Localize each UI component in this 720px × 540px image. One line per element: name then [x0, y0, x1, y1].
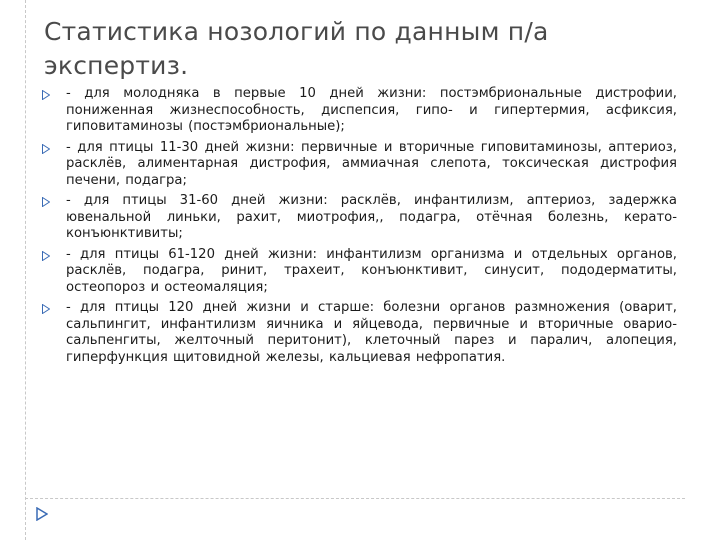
bullet-text: - для птицы 120 дней жизни и старше: болезни органов размножения (оварит, сальпингит, инфантилизм яичника и яйцевода, первичные и вторичные оварио-сальпенгиты, желточный перитонит), клеточный парез и паралич, алопеция, гиперфункция щитовидной железы, кальциевая нефропатия. — [66, 300, 677, 365]
footer-triangle-right-icon — [36, 507, 48, 521]
bullet-list — [42, 86, 677, 370]
triangle-right-icon — [42, 90, 50, 100]
slide-title: Статистика нозологий по данным п/а экспертиз. — [44, 17, 549, 80]
triangle-right-icon — [42, 144, 50, 154]
triangle-right-icon — [42, 251, 50, 261]
bullet-item — [42, 193, 677, 243]
bullet-item — [42, 86, 677, 136]
triangle-right-icon — [42, 197, 50, 207]
bullet-text: - для птицы 11-30 дней жизни: первичные и вторичные гиповитаминозы, аптериоз, расклёв, алиментарная дистрофия, аммиачная слепота, токсическая дистрофия печени, подагра; — [66, 139, 677, 188]
bullet-text: - для птицы 31-60 дней жизни: расклёв, инфантилизм, аптериоз, задержка ювенальной линьки, рахит, миотрофия,, подагра, отёчная болезнь, керато-конъюнктивиты; — [66, 193, 677, 241]
left-dashed-rule — [25, 0, 26, 540]
bullet-item — [42, 247, 677, 297]
bullet-item — [42, 140, 677, 190]
bottom-dashed-rule — [25, 498, 685, 499]
bullet-text: - для молодняка в первые 10 дней жизни: постэмбриональные дистрофии, пониженная жизнеспособность, диспепсия, гипо- и гипертермия, асфиксия, гиповитаминозы (постэмбриональные); — [66, 86, 677, 134]
triangle-right-icon — [42, 304, 50, 314]
bullet-item — [42, 300, 677, 366]
bullet-text: - для птицы 61-120 дней жизни: инфантилизм организма и отдельных органов, расклёв, подагра, ринит, трахеит, конъюнктивит, синусит, пододерматиты, остеопороз и остеомаляция; — [66, 246, 677, 295]
